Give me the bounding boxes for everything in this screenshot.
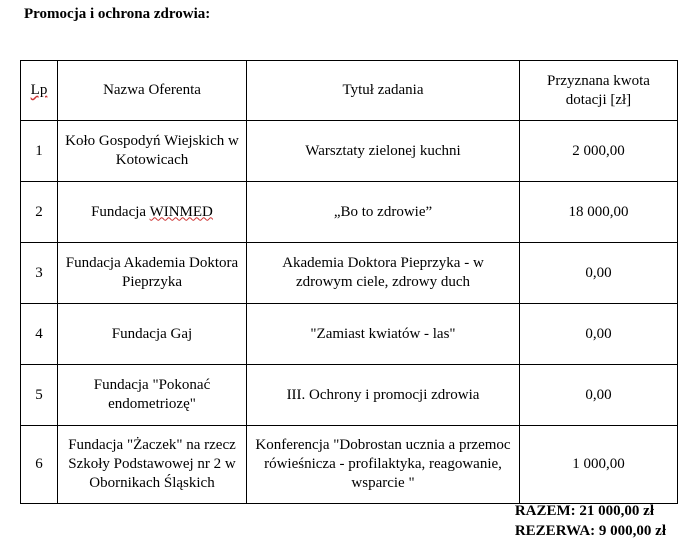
row-name: Fundacja "Pokonać endometriozę" [58, 365, 247, 426]
page-title: Promocja i ochrona zdrowia: [24, 6, 211, 22]
row-task: Konferencja "Dobrostan ucznia a przemoc rówieśnicza - profilaktyka, reagowanie, wsparcie " [247, 426, 520, 504]
table-row [21, 365, 678, 426]
row-amount: 0,00 [520, 243, 678, 304]
row-lp: 6 [21, 426, 58, 504]
header-name: Nazwa Oferenta [58, 61, 247, 121]
row-amount: 18 000,00 [520, 182, 678, 243]
row-name: Fundacja WINMED [58, 182, 247, 243]
table-row [21, 304, 678, 365]
row-task: „Bo to zdrowie” [247, 182, 520, 243]
row-amount: 1 000,00 [520, 426, 678, 504]
row-task: III. Ochrony i promocji zdrowia [247, 365, 520, 426]
table-row [21, 121, 678, 182]
row-name: Fundacja "Żaczek" na rzecz Szkoły Podstawowej nr 2 w Obornikach Śląskich [58, 426, 247, 504]
table-row [21, 182, 678, 243]
row-lp: 5 [21, 365, 58, 426]
row-lp: 4 [21, 304, 58, 365]
grants-table [20, 60, 678, 504]
row-name: Fundacja Akademia Doktora Pieprzyka [58, 243, 247, 304]
row-name: Koło Gospodyń Wiejskich w Kotowicach [58, 121, 247, 182]
row-amount: 0,00 [520, 304, 678, 365]
row-amount: 0,00 [520, 365, 678, 426]
table-row [21, 243, 678, 304]
table-header-row [21, 61, 678, 121]
row-lp: 3 [21, 243, 58, 304]
row-lp: 2 [21, 182, 58, 243]
row-task: "Zamiast kwiatów - las" [247, 304, 520, 365]
row-task: Warsztaty zielonej kuchni [247, 121, 520, 182]
summary-block [515, 501, 666, 541]
header-lp: Lp [21, 61, 58, 121]
header-amount: Przyznana kwota dotacji [zł] [520, 61, 678, 121]
header-task: Tytuł zadania [247, 61, 520, 121]
reserve-amount: REZERWA: 9 000,00 zł [514, 523, 666, 539]
row-task: Akademia Doktora Pieprzyka - w zdrowym ciele, zdrowy duch [247, 243, 520, 304]
row-amount: 2 000,00 [520, 121, 678, 182]
row-name: Fundacja Gaj [58, 304, 247, 365]
spellcheck-underline-word: WINMED [149, 203, 213, 220]
row-lp: 1 [21, 121, 58, 182]
table-row [21, 426, 678, 504]
total-amount: RAZEM: 21 000,00 zł [514, 503, 654, 519]
